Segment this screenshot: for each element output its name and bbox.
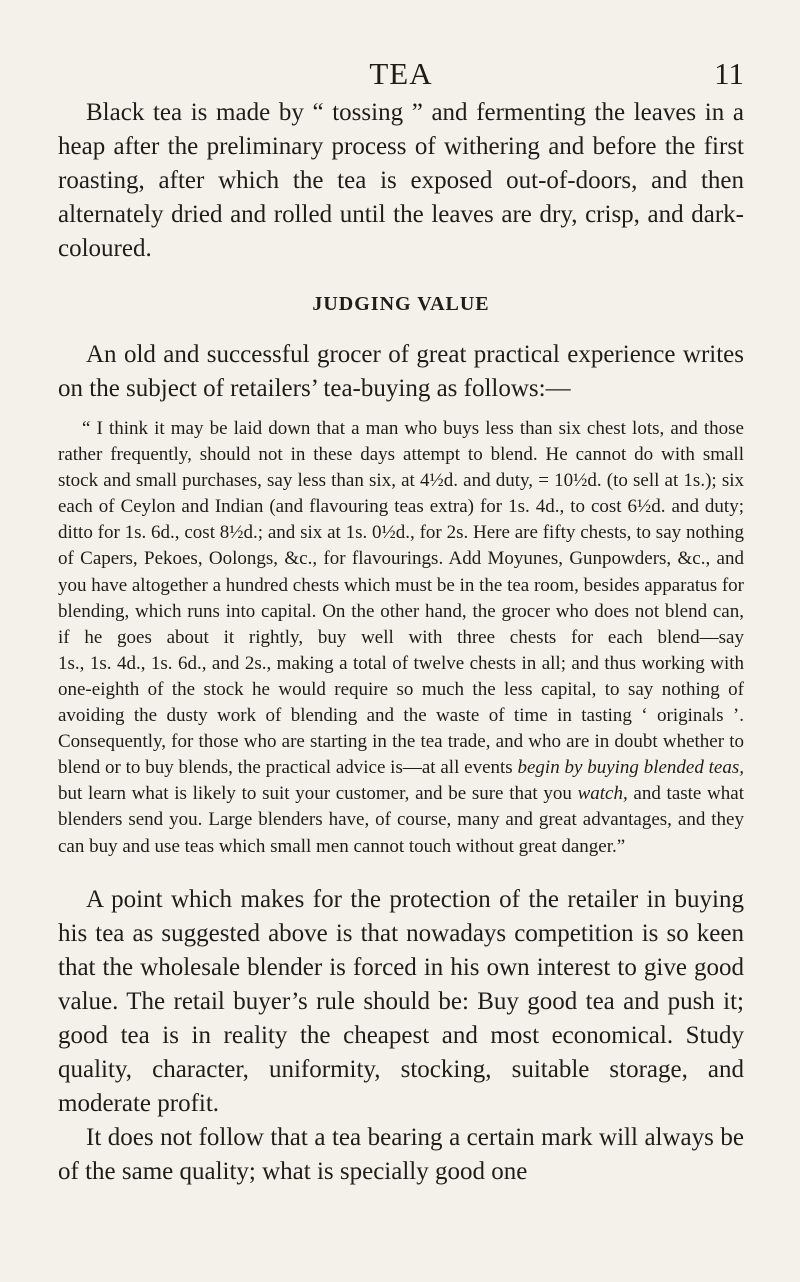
quote-segment: cost — [179, 522, 220, 544]
quote-segment: Here are fifty chests, to say nothing of Capers, Pekoes, Oolongs, &c., for flavourings. Add Moyunes, Gunpowders, &c., and you have altogether a hundred chests which must be in the tea room, besides apparatus for blending, which runs into capital. On the other hand, the grocer who does not blend can, if he goes about it rightly, buy well with three chests for each blend—say — [58, 522, 744, 648]
page-body — [58, 96, 744, 1189]
quote-segment: (to sell at — [601, 470, 684, 492]
price-fragment: 1s. 6d., — [124, 522, 180, 544]
paragraph-black-tea: Black tea is made by “ tossing ” and fermenting the leaves in a heap after the preliminary process of withering and before the first roasting, after which the tea is exposed out-of-doors, and then alternately dried and rolled until the leaves are dry, crisp, and dark-coloured. — [58, 99, 744, 262]
quote-segment: and taste what blenders send you. Large blenders have, of course, many and great advantages, and they can buy and use teas which small men cannot touch without great danger.” — [58, 783, 744, 857]
price-fragment: 1s. 0½d., — [345, 522, 415, 544]
paragraph-intro-quote: An old and successful grocer of great practical experience writes on the subject of retailers’ tea-buying as follows:— — [58, 341, 744, 402]
quote-segment: but learn what is likely to suit your customer, and be sure that you — [58, 783, 578, 805]
quote-segment: making a total of twelve chests in all; and thus working with one-eighth of the stock he would require so much the less capital, to say nothing of avoiding the dusty work of blending and the waste of time in tasting ‘ originals ’. Consequently, for those who are starting in the tea trade, and who are in doubt whether to blend or to buy blends, the practical advice is—at all events — [58, 652, 744, 779]
quote-segment: and six at — [263, 522, 346, 544]
price-fragment: 1s. 4d., — [508, 496, 565, 518]
price-fragment: 8½d.; — [219, 522, 264, 544]
paragraph-tea-mark-quality: It does not follow that a tea bearing a certain mark will always be of the same quality; what is specially good one — [58, 1123, 744, 1185]
quote-segment: for — [414, 522, 447, 544]
price-fragment: 10½d. — [554, 470, 602, 492]
price-fragment: 1s., 1s. 4d., 1s. 6d., — [58, 652, 207, 674]
running-header — [58, 0, 744, 92]
quote-segment: and duty, = — [457, 470, 555, 492]
price-fragment: 6½d. — [627, 496, 666, 518]
section-heading: JUDGING VALUE — [312, 293, 490, 315]
paragraph-retailer-protection: A point which makes for the protection of the retailer in buying his tea as suggested above is that nowadays competition is so keen that the wholesale blender is forced in his own interest to give good value. The retail buyer’s rule should be: Buy good tea and push it; good tea is in reality the cheapest and most economical. Study quality, character, uniformity, stocking, suitable storage, and moderate profit. — [58, 885, 744, 1117]
quote-segment: ); six each of Ceylon and Indian (and flavouring teas extra) for — [58, 470, 745, 518]
quote-segment: “ I think it may be laid down that a man who buys less than six chest lots, and those rather frequently, should not in these days attempt to blend. He cannot do with small stock and small purchases, say less than six, at — [58, 418, 744, 492]
price-fragment: 2s., — [244, 652, 272, 674]
price-fragment: 1s. — [683, 470, 706, 492]
price-fragment: 2s. — [446, 522, 469, 544]
quote-segment: and — [206, 652, 245, 674]
emphasized-watch: watch, — [577, 783, 628, 805]
page-number: 11 — [714, 56, 744, 91]
quote-segment: and duty; ditto for — [58, 496, 744, 544]
quoted-grocer-advice — [58, 416, 744, 860]
running-title: TEA — [369, 56, 433, 91]
quote-segment: to cost — [564, 496, 628, 518]
emphasized-advice: begin by buying blended teas, — [517, 757, 745, 779]
price-fragment: 4½d. — [419, 470, 458, 492]
